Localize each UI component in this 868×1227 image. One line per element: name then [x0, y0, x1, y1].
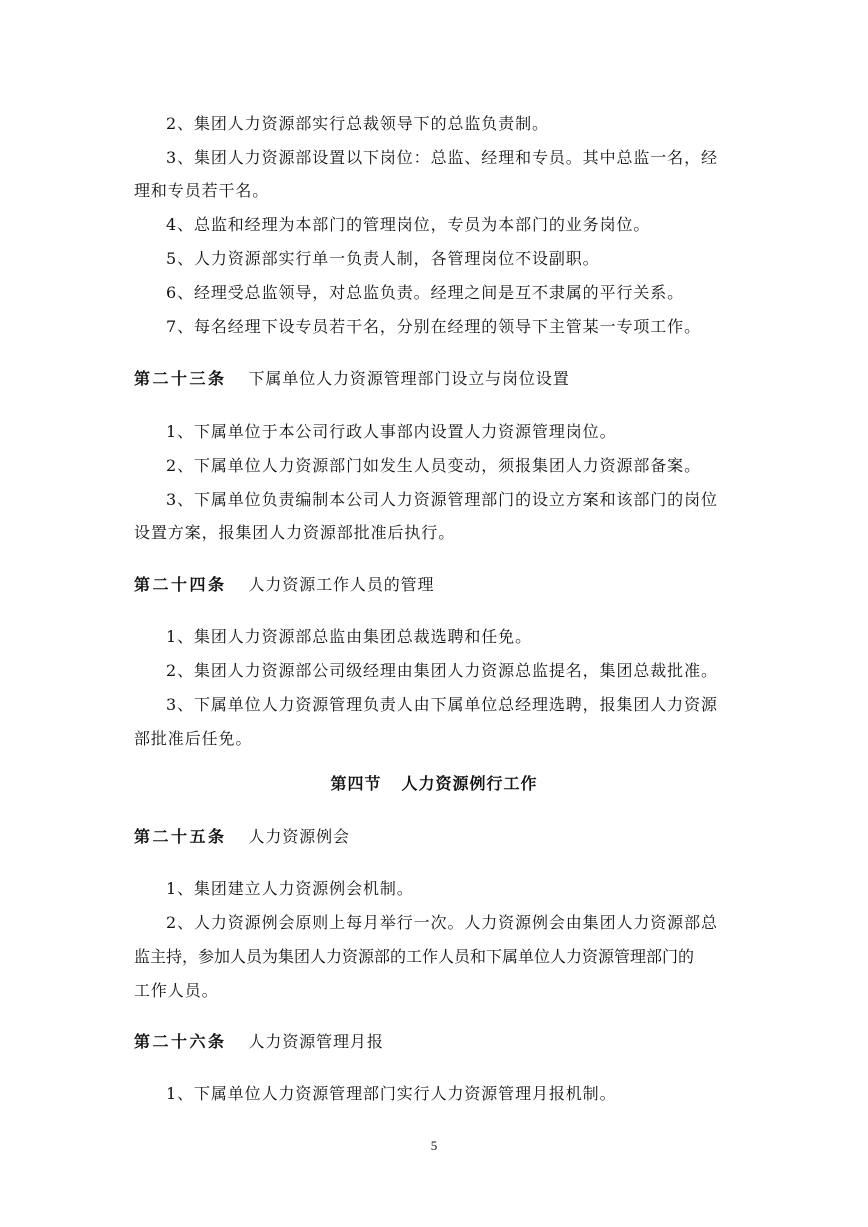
article-number: 第二十五条 [134, 827, 227, 846]
section-title: 人力资源例行工作 [401, 774, 538, 793]
paragraph-line: 2、人力资源例会原则上每月举行一次。人力资源例会由集团人力资源部总 [166, 913, 718, 932]
article-heading [134, 826, 350, 848]
paragraph-line: 2、下属单位人力资源部门如发生人员变动，须报集团人力资源部备案。 [166, 456, 701, 475]
paragraph-line: 1、下属单位人力资源管理部门实行人力资源管理月报机制。 [166, 1084, 617, 1103]
article-title: 人力资源工作人员的管理 [248, 575, 435, 594]
paragraph-line: 3、集团人力资源部设置以下岗位：总监、经理和专员。其中总监一名，经 [166, 148, 718, 167]
paragraph-line: 4、总监和经理为本部门的管理岗位，专员为本部门的业务岗位。 [166, 215, 651, 234]
article-heading [134, 1031, 384, 1053]
article-number: 第二十四条 [134, 575, 227, 594]
paragraph-line: 7、每名经理下设专员若干名，分别在经理的领导下主管某一专项工作。 [166, 317, 701, 336]
paragraph-line: 1、集团建立人力资源例会机制。 [166, 879, 414, 898]
paragraph-line: 1、集团人力资源部总监由集团总裁选聘和任免。 [166, 627, 532, 646]
paragraph-line: 2、集团人力资源部公司级经理由集团人力资源总监提名，集团总裁批准。 [166, 661, 718, 680]
page-number: 5 [430, 1138, 438, 1153]
paragraph-line: 监主持，参加人员为集团人力资源部的工作人员和下属单位人力资源管理部门的 [134, 947, 695, 966]
paragraph-line: 工作人员。 [134, 981, 219, 1000]
article-number: 第二十三条 [134, 369, 227, 388]
paragraph-line: 2、集团人力资源部实行总裁领导下的总监负责制。 [166, 114, 549, 133]
article-number: 第二十六条 [134, 1032, 227, 1051]
paragraph-line: 3、下属单位负责编制本公司人力资源管理部门的设立方案和该部门的岗位 [166, 490, 718, 509]
article-title: 人力资源例会 [248, 827, 350, 846]
article-title: 下属单位人力资源管理部门设立与岗位设置 [248, 369, 570, 388]
article-title: 人力资源管理月报 [248, 1032, 384, 1051]
section-heading [0, 773, 868, 795]
paragraph-line: 1、下属单位于本公司行政人事部内设置人力资源管理岗位。 [166, 422, 617, 441]
paragraph-line: 理和专员若干名。 [134, 181, 270, 200]
article-heading [134, 574, 434, 596]
paragraph-line: 5、人力资源部实行单一负责人制，各管理岗位不设副职。 [166, 249, 600, 268]
paragraph-line: 部批准后任免。 [134, 729, 253, 748]
paragraph-line: 3、下属单位人力资源管理负责人由下属单位总经理选聘，报集团人力资源 [166, 695, 718, 714]
paragraph-line: 6、经理受总监领导，对总监负责。经理之间是互不隶属的平行关系。 [166, 283, 685, 302]
article-heading [134, 368, 570, 390]
section-number: 第四节 [330, 774, 382, 793]
paragraph-line: 设置方案，报集团人力资源部批准后执行。 [134, 523, 456, 542]
